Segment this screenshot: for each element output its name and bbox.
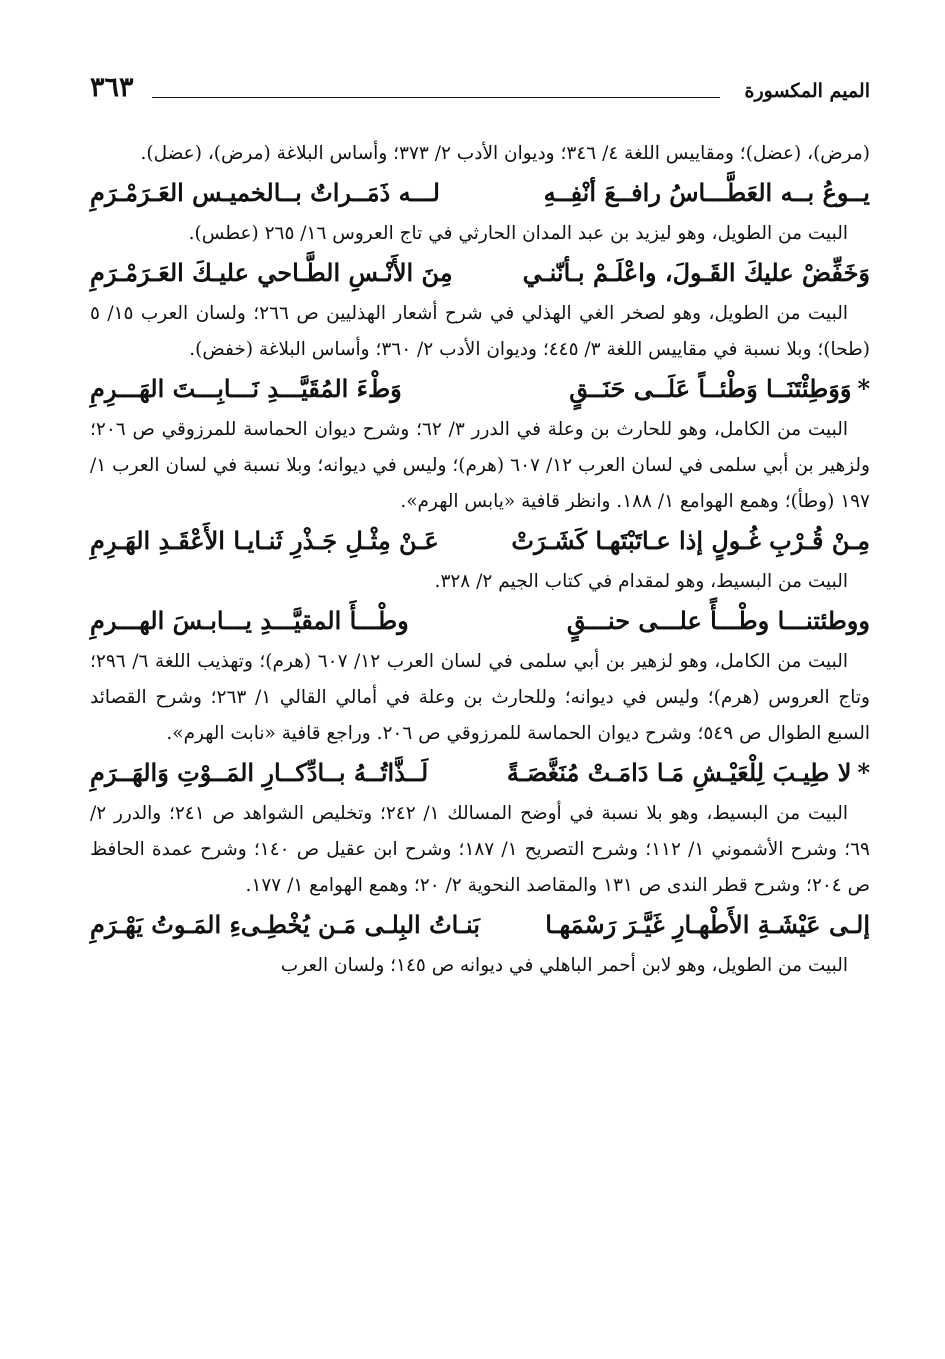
verse-first-hemistich bbox=[511, 522, 870, 560]
verse-second-hemistich: بَنـاتُ البِلـى مَـن يُخْطِـىءِ المَـوتُ يَهْـرَمِ bbox=[90, 910, 480, 939]
footnote-paragraph: البيت من البسيط، وهو بلا نسبة في أوضح المسالك ١/ ٢٤٢؛ وتخليص الشواهد ص ٢٤١؛ والدرر ٢/ ٦٩؛ وشرح الأشموني ١/ ١١٢؛ وشرح التصريح ١/ ١٨٧؛ وشرح ابن عقيل ص ١٤٠؛ وشرح عمدة الحافظ ص ٢٠٤؛ وشرح قطر الندى ص ١٣١ والمقاصد النحوية ٢/ ٢٠؛ وهمع الهوامع ١/ ١٧٧. bbox=[90, 803, 870, 896]
footnote-paragraph: البيت من الطويل، وهو لصخر الغي الهذلي في شرح أشعار الهذليين ص ٢٦٦؛ ولسان العرب ١٥/ ٥ (طحا)؛ وبلا نسبة في مقاييس اللغة ٣/ ٤٤٥؛ وديوان الأدب ٢/ ٣٦٠؛ وأساس البلاغة (خفض). bbox=[90, 303, 870, 360]
verse-line bbox=[90, 754, 870, 792]
hemistich-text: وَخَفِّضْ عليكَ القَـولَ، واعْلَـمْ بـأنّنـي bbox=[522, 258, 870, 287]
footnote-paragraph: البيت من البسيط، وهو لمقدام في كتاب الجيم ٢/ ٣٢٨. bbox=[434, 571, 848, 592]
verse-line bbox=[90, 602, 870, 640]
running-header bbox=[90, 70, 870, 110]
verse-line bbox=[90, 370, 870, 408]
verse-second-hemistich: عَـنْ مِثْـلِ جَـذْرِ ثَنـايـا الأَعْقَـدِ الهَـرِمِ bbox=[90, 526, 439, 555]
verse-first-hemistich bbox=[507, 754, 870, 792]
verse-first-hemistich bbox=[523, 254, 870, 292]
hemistich-text: لا طِيـبَ لِلْعَيْـشِ مَـا دَامَـتْ مُنَغَّصَـةً bbox=[506, 758, 852, 787]
footnote-paragraph: البيت من الكامل، وهو للحارث بن وعلة في الدرر ٣/ ٦٢؛ وشرح ديوان الحماسة للمرزوقي ص ٢٠٦؛ ولزهير بن أبي سلمى في لسان العرب ١٢/ ٦٠٧ (هرم)؛ وليس في ديوانه؛ وبلا نسبة في لسان العرب ١/ ١٩٧ (وطأ)؛ وهمع الهوامع ١/ ١٨٨. وانظر قافية «يابس الهرم». bbox=[90, 419, 870, 512]
verse-first-hemistich bbox=[567, 602, 870, 640]
header-rule bbox=[152, 97, 720, 98]
hemistich-text: مِـنْ قُـرْبِ غُـولٍ إذا عـاتَبْتَهـا كَشَـرَتْ bbox=[511, 526, 870, 555]
hemistich-text: وَوَطِئْتَنَــا وَطْئــاً عَلَــى حَنَــقٍ bbox=[569, 374, 852, 403]
page-number: ٣٦٣ bbox=[90, 72, 134, 103]
verse-first-hemistich bbox=[545, 906, 870, 944]
verse-first-hemistich bbox=[544, 174, 870, 212]
verse-line bbox=[90, 522, 870, 560]
asterisk-marker: * bbox=[857, 758, 870, 787]
verse-second-hemistich: لـــه ذَمَــراتٌ بــالخميـس العَـرَمْـرَمِ bbox=[90, 178, 440, 207]
footnote-paragraph: البيت من الطويل، وهو لابن أحمر الباهلي في ديوانه ص ١٤٥؛ ولسان العرب bbox=[280, 955, 848, 976]
footnote-paragraph: (مرض)، (عضل)؛ ومقاييس اللغة ٤/ ٣٤٦؛ وديوان الأدب ٢/ ٣٧٣؛ وأساس البلاغة (مرض)، (عضل). bbox=[140, 143, 870, 164]
verse-line bbox=[90, 174, 870, 212]
chapter-title: الميم المكسورة bbox=[744, 80, 870, 102]
hemistich-text: يــوعُ بــه العَطَّـــاسُ رافــعَ أنْفِــهِ bbox=[543, 178, 870, 207]
footnote-paragraph: البيت من الطويل، وهو ليزيد بن عبد المدان الحارثي في تاج العروس ١٦/ ٢٦٥ (عطس). bbox=[188, 223, 848, 244]
verse-line bbox=[90, 906, 870, 944]
verse-line bbox=[90, 254, 870, 292]
footnote-paragraph: البيت من الكامل، وهو لزهير بن أبي سلمى في لسان العرب ١٢/ ٦٠٧ (هرم)؛ وتهذيب اللغة ٦/ ٢٩٦؛ وتاج العروس (هرم)؛ وليس في ديوانه؛ وللحارث بن وعلة في أمالي القالي ١/ ٢٦٣؛ وشرح القصائد السبع الطوال ص ٥٤٩؛ وشرح ديوان الحماسة للمرزوقي ص ٢٠٦. وراجع قافية «نابت الهرم». bbox=[90, 651, 870, 744]
verse-second-hemistich: وَطْءَ المُقَيَّـــدِ نَـــابِـــتَ الهَـــرِمِ bbox=[90, 374, 402, 403]
asterisk-marker: * bbox=[857, 374, 870, 403]
book-page bbox=[90, 70, 870, 984]
verse-second-hemistich: لَــذَّاتُــهُ بــادِّكــارِ المَــوْتِ وَالهَــرَمِ bbox=[90, 758, 429, 787]
page-body bbox=[90, 136, 870, 984]
hemistich-text: إلـى عَيْشَـةِ الأَطْهـارِ غَيَّـرَ رَسْمَهـا bbox=[545, 910, 870, 939]
hemistich-text: ووطئتنـــا وطْـــأً علـــى حنـــقٍ bbox=[566, 606, 870, 635]
verse-second-hemistich: وطْـــأَ المقيَّـــدِ يـــابـسَ الهـــرمِ bbox=[90, 606, 409, 635]
verse-second-hemistich: مِنَ الأَنْـسِ الطَّـاحي عليـكَ العَـرَمْـرَمِ bbox=[90, 258, 453, 287]
verse-first-hemistich bbox=[569, 370, 870, 408]
